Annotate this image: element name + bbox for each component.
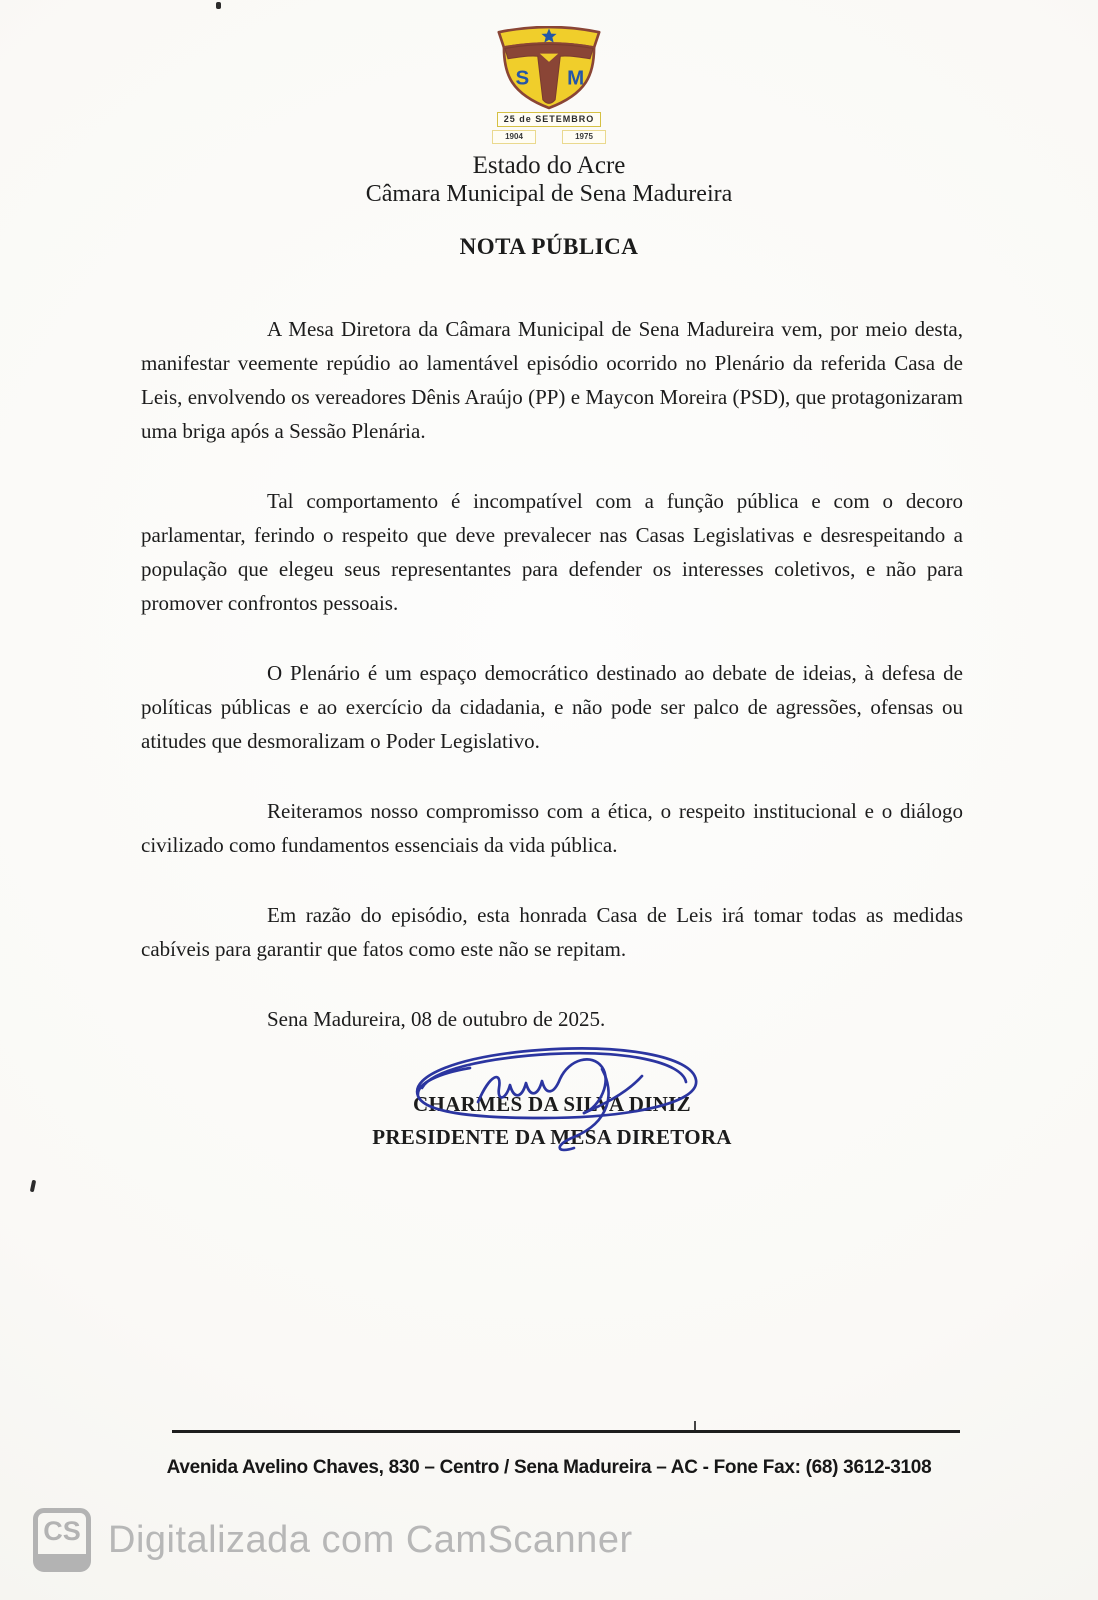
camscanner-watermark-text: Digitalizada com CamScanner bbox=[108, 1518, 633, 1561]
coat-of-arms bbox=[487, 26, 611, 144]
camscanner-icon bbox=[33, 1508, 91, 1572]
footer-divider bbox=[172, 1430, 960, 1433]
dateline: Sena Madureira, 08 de outubro de 2025. bbox=[267, 1007, 606, 1031]
scan-artifact-tick bbox=[30, 1180, 36, 1193]
signer-role: PRESIDENTE DA MESA DIRETORA bbox=[372, 1125, 732, 1149]
paragraph: A Mesa Diretora da Câmara Municipal de Sena Madureira vem, por meio desta, manifestar veemente repúdio ao lamentável episódio ocorrido no Plenário da referida Casa de Leis, envolvendo os vereadores Dênis Araújo (PP) e Maycon Moreira (PSD), que protagonizaram uma briga após a Sessão Plenária. bbox=[141, 317, 963, 443]
paragraph: Em razão do episódio, esta honrada Casa de Leis irá tomar todas as medidas cabíveis para garantir que fatos como este não se repitam. bbox=[141, 903, 963, 961]
crest-banner-ribbon: 25 de SETEMBRO bbox=[497, 112, 602, 127]
document-footer bbox=[0, 1430, 1098, 1479]
state-name: Estado do Acre bbox=[472, 152, 626, 179]
paragraph: Tal comportamento é incompatível com a função pública e com o decoro parlamentar, ferindo o respeito que deve prevalecer nas Casas Legislativas e desrespeitando a população que elegeu seus representantes para defender os interesses coletivos, e não para promover confrontos pessoais. bbox=[141, 489, 963, 615]
document-body bbox=[0, 312, 1098, 1154]
camscanner-icon-bar bbox=[37, 1554, 87, 1568]
crest-initial-m: M bbox=[567, 66, 585, 90]
scan-artifact-footer-tick bbox=[694, 1421, 696, 1430]
footer-address: Avenida Avelino Chaves, 830 – Centro / Sena Madureira – AC - Fone Fax: (68) 3612-3108 bbox=[166, 1457, 932, 1478]
paragraph: O Plenário é um espaço democrático destinado ao debate de ideias, à defesa de políticas públicas e ao exercício da cidadania, e não pode ser palco de agressões, ofensas ou atitudes que desmoralizam o Poder Legislativo. bbox=[141, 661, 963, 753]
scan-artifact-dot bbox=[216, 2, 221, 9]
crest-year-right: 1975 bbox=[562, 130, 606, 144]
coat-of-arms-shield-icon bbox=[487, 26, 611, 110]
signature-block bbox=[141, 1088, 963, 1154]
crest-years bbox=[487, 129, 611, 144]
crest-initial-s: S bbox=[515, 66, 530, 90]
camscanner-icon-letters: CS bbox=[43, 1516, 81, 1546]
document-title: NOTA PÚBLICA bbox=[459, 234, 639, 259]
signer-name: CHARMES DA SILVA DINIZ bbox=[413, 1092, 691, 1116]
camscanner-watermark bbox=[33, 1508, 633, 1572]
crest-year-left: 1904 bbox=[492, 130, 536, 144]
document-header bbox=[0, 0, 1098, 260]
organization-name: Câmara Municipal de Sena Madureira bbox=[365, 181, 733, 207]
paragraph: Reiteramos nosso compromisso com a ética, o respeito institucional e o diálogo civilizado como fundamentos essenciais da vida pública. bbox=[141, 799, 963, 857]
